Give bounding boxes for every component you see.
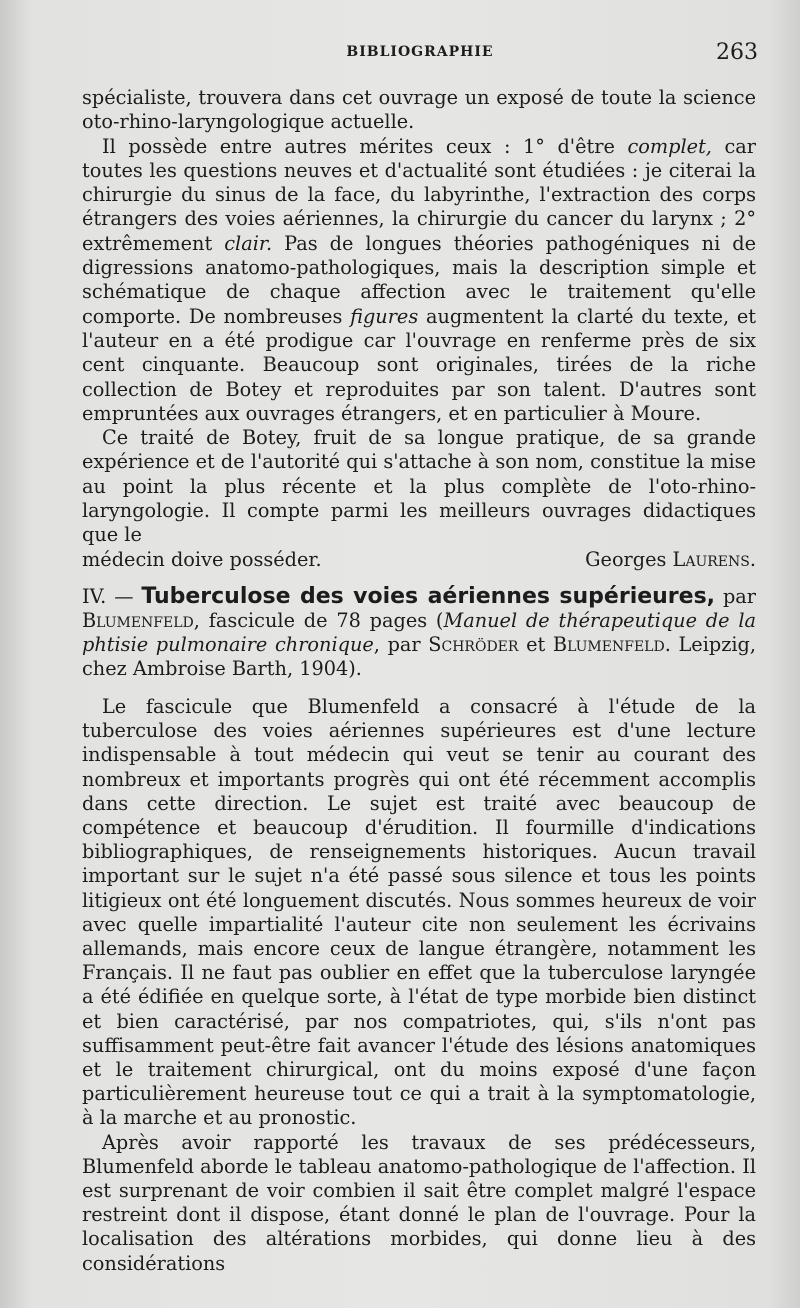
emphasis: complet,: [627, 134, 712, 158]
running-title: BIBLIOGRAPHIE: [346, 44, 494, 60]
paragraph: Ce traité de Botey, fruit de sa longue pratique, de sa grande expérience et de l'autorité qui s'attache à son nom, constitue la mise au point la plus récente et la plus complète de l'oto-rhino-laryngologie. Il compte parmi les meilleurs ouvrages didactiques que le: [82, 426, 756, 547]
citation: IV. — Tuberculose des voies aériennes supérieures, par Blumenfeld, fascicule de 78 pages (Manuel de thérapeutique de la phtisie pulmonaire chronique, par Schröder et Blumenfeld. Leipzig, chez Ambroise Barth, 1904).: [82, 584, 756, 680]
review-number: IV. —: [82, 585, 142, 608]
page-number: 263: [716, 40, 758, 65]
paragraph: [82, 135, 756, 427]
emphasis: figures: [350, 304, 419, 328]
author: Blumenfeld: [552, 633, 665, 656]
text-run: Il possède entre autres mérites ceux : 1° d'être: [102, 134, 628, 158]
emphasis: clair.: [224, 231, 273, 255]
review-1-body: [82, 86, 756, 572]
text-run: car toutes les questions neuves et d'actualité sont étudiées : je citerai la chirurgie du sinus de la face, du labyrinthe, l'extraction des corps étrangers des voies aériennes, la chirurgie du cancer du larynx ; 2° extrêmement: [82, 134, 757, 255]
series-title: Manuel de thérapeutique de la phtisie pulmonaire chronique: [82, 609, 756, 656]
signature-line: [82, 548, 756, 572]
text-run: augmentent la clarté du texte, et l'auteur en a été prodigue car l'ouvrage en renferme près de six cent cinquante. Beaucoup sont originales, tirées de la riche collection de Botey et reproduites par son talent. D'autres sont empruntées aux ouvrages étrangers, et en particulier à Moure.: [82, 304, 756, 425]
author: Schröder: [428, 633, 519, 656]
running-head: [82, 40, 758, 66]
review-2-heading: [82, 585, 756, 681]
signature: Georges Laurens.: [585, 547, 756, 571]
review-2-body: [82, 695, 756, 1276]
text-run: Pas de longues théories pathogéniques ni de digressions anatomo-pathologiques, mais la description simple et schématique de chaque affection avec le traitement qu'elle comporte. De nombreuses: [82, 231, 757, 328]
review-title: Tuberculose des voies aériennes supérieures,: [141, 584, 716, 609]
author: Blumenfeld: [82, 609, 194, 632]
paragraph: Après avoir rapporté les travaux de ses prédécesseurs, Blumenfeld aborde le tableau anatomo-pathologique de l'affection. Il est surprenant de voir combien il sait être complet malgré l'espace restreint dont il dispose, étant donné le plan de l'ouvrage. Pour la localisation des altérations morbides, qui donne lieu à des considérations: [82, 1130, 756, 1275]
paragraph: spécialiste, trouvera dans cet ouvrage un exposé de toute la science oto-rhino-laryngologique actuelle.: [82, 86, 756, 134]
paragraph-end: médecin doive posséder.: [82, 547, 322, 571]
paragraph: Le fascicule que Blumenfeld a consacré à l'étude de la tuberculose des voies aériennes supérieures est d'une lecture indispensable à tout médecin qui veut se tenir au courant des nombreux et importants progrès qui ont été récemment accomplis dans cette direction. Le sujet est traité avec beaucoup de compétence et beaucoup d'érudition. Il fourmille d'indications bibliographiques, de renseignements historiques. Aucun travail important sur le sujet n'a été passé sous silence et tous les points litigieux ont été longuement discutés. Nous sommes heureux de voir avec quelle impartialité l'auteur cite non seulement les écrivains allemands, mais encore ceux de langue étrangère, notamment les Français. Il ne faut pas oublier en effet que la tuberculose laryngée a été édifiée en quelque sorte, à l'état de type morbide bien distinct et bien caractérisé, par nos compatriotes, qui, s'ils n'ont pas suffisamment peut-être fait avancer l'étude des lésions anatomiques et le traitement chirurgical, ont du moins exposé d'une façon particulièrement heureuse tout ce qui a trait à la symptomatologie, à la marche et au pronostic.: [82, 695, 756, 1130]
